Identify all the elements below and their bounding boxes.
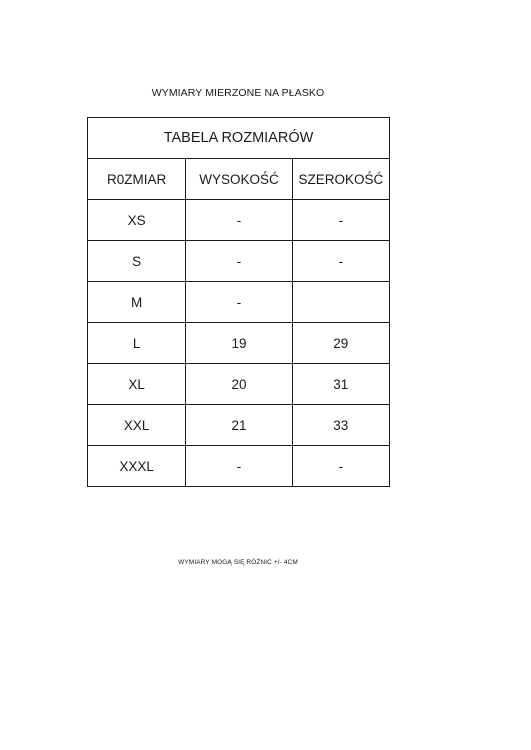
table-row bbox=[88, 241, 390, 282]
table-title-row bbox=[88, 118, 390, 159]
cell-width bbox=[292, 282, 389, 323]
table-row bbox=[88, 282, 390, 323]
table-row bbox=[88, 405, 390, 446]
cell-width: 31 bbox=[292, 364, 389, 405]
cell-width: - bbox=[292, 241, 389, 282]
cell-width: - bbox=[292, 446, 389, 487]
cell-width: 33 bbox=[292, 405, 389, 446]
measurement-note: WYMIARY MIERZONE NA PŁASKO bbox=[151, 87, 325, 99]
cell-size: L bbox=[88, 323, 186, 364]
cell-size: XS bbox=[88, 200, 186, 241]
cell-height: - bbox=[186, 241, 292, 282]
table-header-row bbox=[88, 159, 390, 200]
cell-size: XXXL bbox=[88, 446, 186, 487]
cell-size: S bbox=[88, 241, 186, 282]
table-row bbox=[88, 200, 390, 241]
cell-height: 19 bbox=[186, 323, 292, 364]
cell-height: - bbox=[186, 282, 292, 323]
table-row bbox=[88, 364, 390, 405]
cell-height: 21 bbox=[186, 405, 292, 446]
cell-height: 20 bbox=[186, 364, 292, 405]
header-width: SZEROKOŚĆ bbox=[292, 159, 389, 200]
cell-height: - bbox=[186, 200, 292, 241]
table-row bbox=[88, 323, 390, 364]
size-chart-table bbox=[87, 117, 390, 487]
cell-width: - bbox=[292, 200, 389, 241]
cell-size: XXL bbox=[88, 405, 186, 446]
header-size: R0ZMIAR bbox=[88, 159, 186, 200]
table-row bbox=[88, 446, 390, 487]
cell-size: XL bbox=[88, 364, 186, 405]
header-height: WYSOKOŚĆ bbox=[186, 159, 292, 200]
cell-width: 29 bbox=[292, 323, 389, 364]
tolerance-note: WYMIARY MOGĄ SIĘ RÓŻNIĆ +/- 4CM bbox=[178, 559, 298, 566]
cell-height: - bbox=[186, 446, 292, 487]
cell-size: M bbox=[88, 282, 186, 323]
table-title: TABELA ROZMIARÓW bbox=[88, 118, 390, 159]
